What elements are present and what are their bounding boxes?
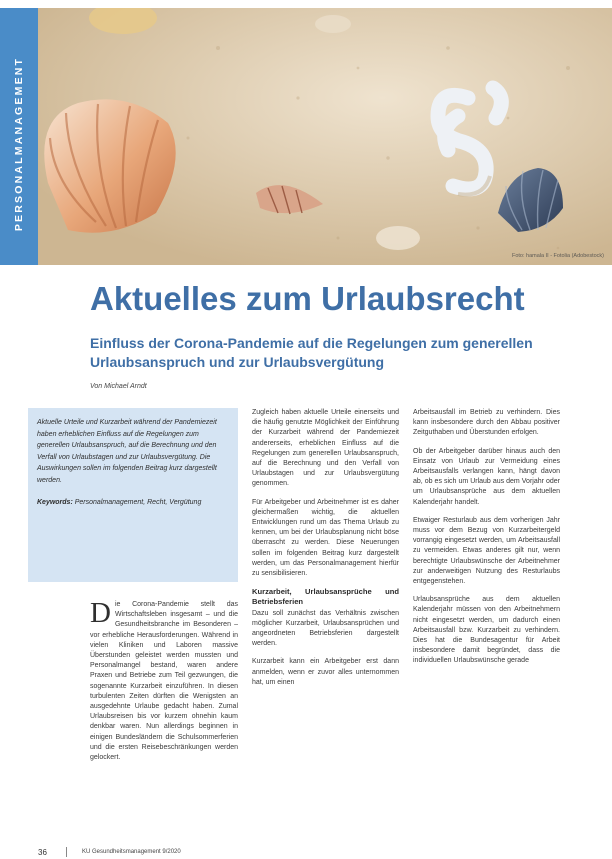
keywords-value: Personalmanagement, Recht, Vergütung — [74, 499, 202, 506]
section-heading: Kurzarbeit, Urlaubsansprüche und Betriebsferien — [252, 587, 399, 607]
beach-shells-illustration — [38, 8, 612, 265]
footer-divider — [66, 847, 67, 857]
top-right-shell-icon — [315, 15, 351, 33]
header-photo — [38, 8, 612, 265]
journal-name: KU Gesundheitsmanagement 9/2020 — [82, 849, 181, 855]
abstract-box — [28, 408, 238, 582]
drop-cap: D — [90, 597, 111, 629]
page-number: 36 — [38, 848, 47, 857]
text-column-3 — [413, 408, 560, 675]
article-subtitle: Einfluss der Corona-Pandemie auf die Regelungen zum generellen Urlaubsanspruch und zur Urlaubsvergütung — [90, 335, 533, 370]
paragraph: Kurzarbeit kann ein Arbeitgeber erst dann anmelden, wenn er zuvor alles unternommen hat, um einen — [252, 658, 399, 686]
text-column-1 — [90, 597, 238, 771]
abstract-text: Aktuelle Urteile und Kurzarbeit während der Pandemiezeit haben erheblichen Einfluss auf die Regelungen zum generellen Urlaubsanspruch, auf die Berechnung und den Verfall von Urlaubstagen und zur Urlaubsvergütung. Die Auswirkungen sollen im folgenden Beitrag kurz dargestellt werden. — [37, 419, 217, 484]
paragraph: Etwaiger Resturlaub aus dem vorherigen Jahr muss vor dem Bezug von Kurzarbeitergeld vorrangig eingesetzt werden, um Arbeitsausfall zu vermeiden. Etwas anderes gilt nur, wenn berechtigte Urlaubswünsche der Arbeitnehmer zur anderweitigen Nutzung des Resturlaubs entgegenstehen. — [413, 516, 560, 586]
section-bar — [0, 8, 38, 265]
paragraph: Urlaubsansprüche aus dem aktuellen Kalenderjahr müssen von den Arbeitnehmern nicht eingesetzt werden, um dadurch einen Arbeitsausfall bzw. Kurzarbeit zu verhindern. Dies hat die Bundesagentur für Arbeit insbesondere damit begründet, dass die individuellen Urlaubswünsche gerade — [413, 596, 560, 665]
paragraph: Arbeitsausfall im Betrieb zu verhindern. Dies kann insbesondere durch den Abbau positiver Zeitguthaben und Überstunden erfolgen. — [413, 409, 560, 437]
paragraph: Dazu soll zunächst das Verhältnis zwischen möglicher Kurzarbeit, Urlaubsansprüchen und angeordneten Betriebsferien dargestellt werden. — [252, 609, 399, 648]
keywords-line — [37, 497, 229, 509]
paragraph: Ob der Arbeitgeber darüber hinaus auch den Einsatz von Urlaub zur Vermeidung eines Arbeitsausfalls verlangen kann, hängt davon ab, ob es sich um Urlaub aus dem Vorjahr oder um Urlaubsansprüche aus dem aktuellen Kalenderjahr handelt. — [413, 447, 560, 506]
author-byline: Von Michael Arndt — [90, 383, 147, 390]
paragraph: Zugleich haben aktuelle Urteile einerseits und die häufig genutzte Möglichkeit der Einführung der Kurzarbeit während der Pandemiezeit andererseits, erheblichen Einfluss auf die Regelungen zum generellen Urlaubsanspruch, auf die Berechnung und den Verfall von Urlaubstagen und zur Urlaubsvergütung genommen. — [252, 409, 399, 488]
section-label: PERSONALMANAGEMENT — [13, 56, 25, 232]
orange-scallop-shell-icon — [44, 99, 175, 232]
photo-credit: Foto: hamala II - Fotolia (Adobestock) — [511, 253, 604, 259]
keywords-label: Keywords: — [37, 499, 73, 506]
text-column-2 — [252, 408, 399, 696]
pale-shell-icon — [376, 226, 420, 250]
paragraph: Für Arbeitgeber und Arbeitnehmer ist es daher gleichermaßen wichtig, die aktuellen Entwicklungen rund um das Thema Urlaub zu kennen, um bei der Urlaubsplanung nicht böse überrascht zu werden. Diese Neuerungen sollen im folgenden Beitrag kurz dargestellt werden, um das Personalmanagement hierfür zu sensibilisieren. — [252, 498, 399, 578]
intro-text: ie Corona-Pandemie stellt das Wirtschaftsleben insgesamt – und die Gesundheitsbranche im Besonderen – vor erhebliche Herausforderungen. Während in vielen Kliniken und Laboren massive Überstunden geleistet werden mussten und Personalmangel bestand, waren andere Praxen und Betriebe zum Teil gezwungen, die sogenannte Kurzarbeit einzuführen. In diesen turbulenten Zeiten dürften die Wenigsten an ausgedehnte Urlaube gedacht haben. Zumal Urlaubsreisen bis vor kurzem ohnehin kaum denkbar waren. Nun allerdings beginnen in einigen Bundesländern die Schulsommerferien und die ersten Reisebeschränkungen werden gelockert. — [90, 601, 238, 762]
intro-paragraph — [90, 597, 238, 763]
article-title: Aktuelles zum Urlaubsrecht — [90, 280, 525, 317]
